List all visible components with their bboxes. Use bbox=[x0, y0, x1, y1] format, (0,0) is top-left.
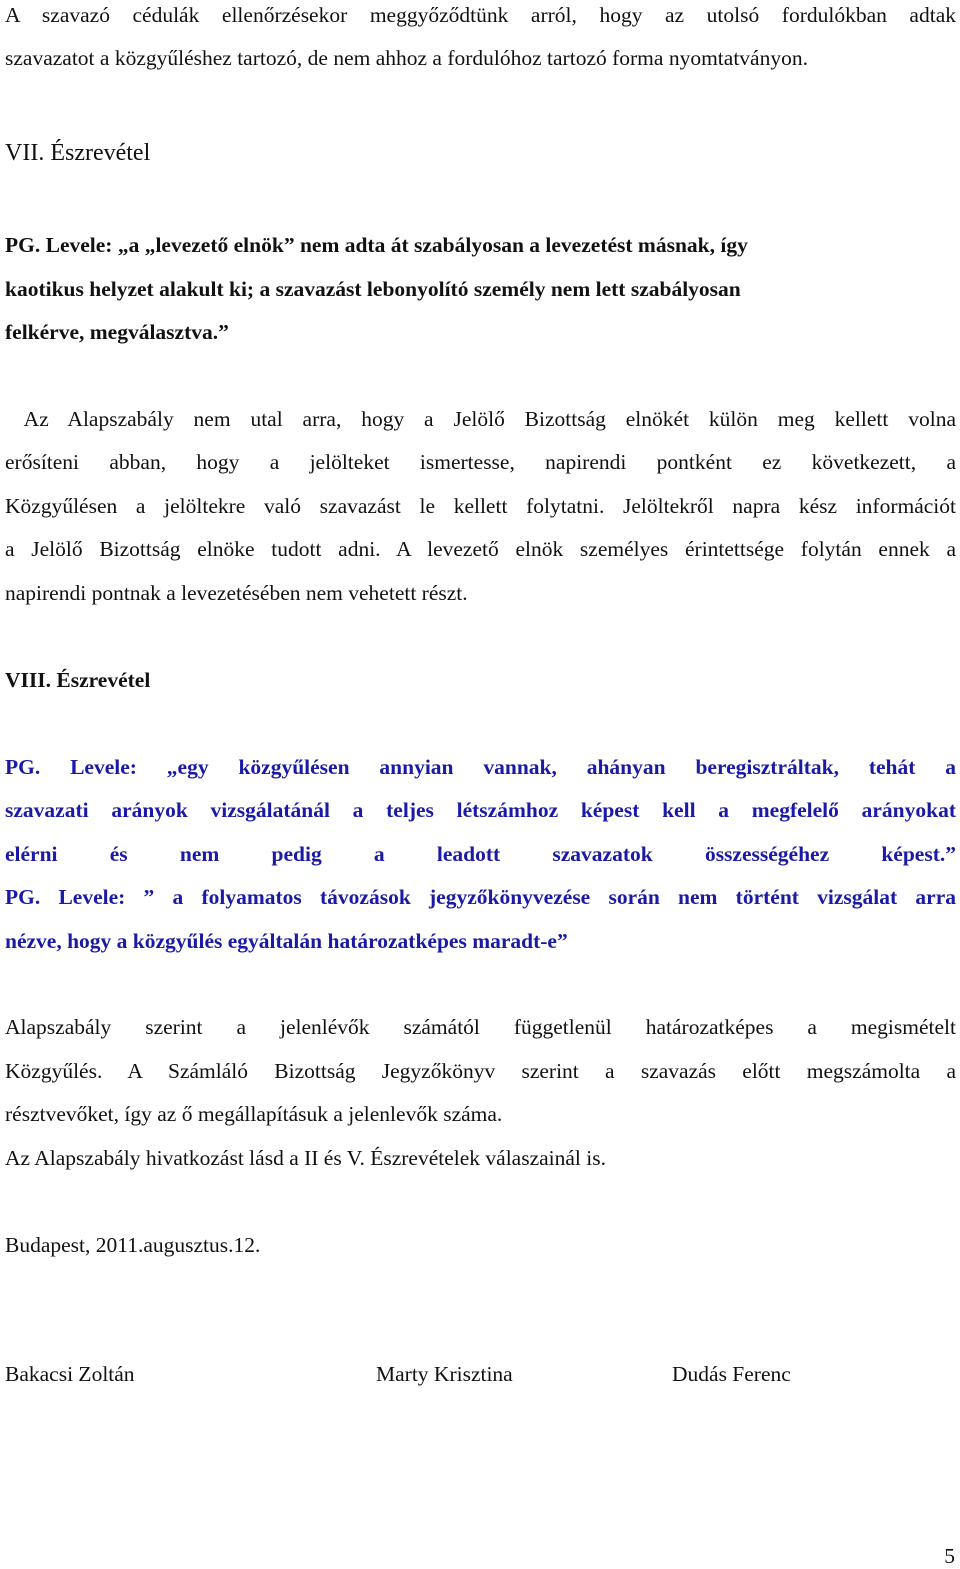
signatory-name: Marty Krisztina bbox=[376, 1362, 513, 1386]
answer-line: napirendi pontnak a levezetésében nem vehetett részt. bbox=[5, 581, 468, 605]
answer-line: Közgyűlés. A Számláló Bizottság Jegyzőkönyv szerint a szavazás előtt megszámolta a bbox=[5, 1059, 956, 1083]
section-heading: VII. Észrevétel bbox=[5, 140, 151, 166]
complaint-line: PG. Levele: ” a folyamatos távozások jegyzőkönyvezése során nem történt vizsgálat arra bbox=[5, 885, 956, 909]
signatory-name: Dudás Ferenc bbox=[672, 1362, 791, 1386]
section-heading: VIII. Észrevétel bbox=[5, 668, 151, 692]
complaint-line: PG. Levele: „egy közgyűlésen annyian vannak, ahányan beregisztráltak, tehát a bbox=[5, 755, 956, 779]
answer-line: erősíteni abban, hogy a jelölteket ismertesse, napirendi pontként ez következett, a bbox=[5, 450, 956, 474]
answer-line: résztvevőket, így az ő megállapításuk a jelenlevők száma. bbox=[5, 1102, 503, 1126]
place-date: Budapest, 2011.augusztus.12. bbox=[5, 1233, 261, 1257]
intro-line: A szavazó cédulák ellenőrzésekor meggyőződtünk arról, hogy az utolsó fordulókban adtak bbox=[5, 3, 956, 27]
complaint-line: nézve, hogy a közgyűlés egyáltalán határozatképes maradt-e” bbox=[5, 929, 568, 953]
intro-line: szavazatot a közgyűléshez tartozó, de nem ahhoz a fordulóhoz tartozó forma nyomtatványon. bbox=[5, 46, 808, 70]
answer-line: Az Alapszabály nem utal arra, hogy a Jelölő Bizottság elnökét külön meg kellett volna bbox=[5, 407, 956, 431]
answer-line: Az Alapszabály hivatkozást lásd a II és V. Észrevételek válaszainál is. bbox=[5, 1146, 606, 1170]
answer-line: a Jelölő Bizottság elnöke tudott adni. A levezető elnök személyes érintettsége folytán ennek a bbox=[5, 537, 956, 561]
page-number: 5 bbox=[944, 1544, 955, 1568]
complaint-line: szavazati arányok vizsgálatánál a teljes létszámhoz képest kell a megfelelő arányokat bbox=[5, 798, 956, 822]
answer-line: Alapszabály szerint a jelenlévők számától függetlenül határozatképes a megismételt bbox=[5, 1015, 956, 1039]
signatory-name: Bakacsi Zoltán bbox=[5, 1362, 135, 1386]
complaint-line: kaotikus helyzet alakult ki; a szavazást lebonyolító személy nem lett szabályosan bbox=[5, 277, 741, 301]
complaint-line: PG. Levele: „a „levezető elnök” nem adta át szabályosan a levezetést másnak, így bbox=[5, 233, 748, 257]
answer-line: Közgyűlésen a jelöltekre való szavazást le kellett folytatni. Jelöltekről napra kész információt bbox=[5, 494, 956, 518]
complaint-line: felkérve, megválasztva.” bbox=[5, 320, 229, 344]
complaint-line: elérni és nem pedig a leadott szavazatok összességéhez képest.” bbox=[5, 842, 956, 866]
